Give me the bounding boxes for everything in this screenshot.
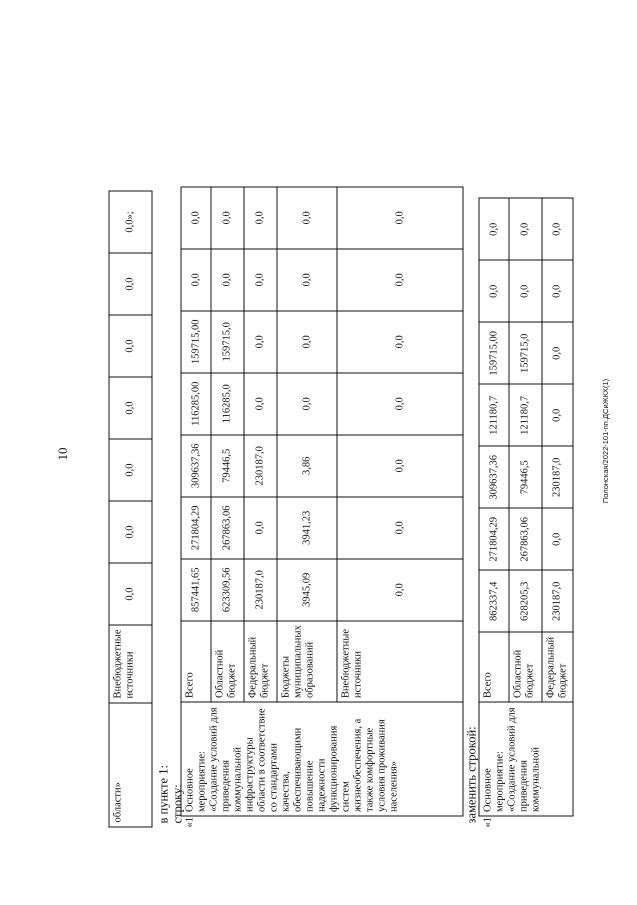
value-cell: 628205,3 <box>509 570 542 632</box>
value-cell: 0,0 <box>337 187 463 249</box>
value-cell: 0,0 <box>337 311 463 373</box>
value-cell: 0,0 <box>244 497 277 559</box>
value-cell: 0,0 <box>277 187 337 249</box>
value-cell: 0,0 <box>337 497 463 559</box>
value-cell: 0,0 <box>181 249 211 311</box>
value-cell: 0,0 <box>479 260 509 322</box>
section1-heading-text: в пункте 1: <box>156 765 171 824</box>
row-mark: «1 <box>181 817 463 828</box>
value-cell: 3945,09 <box>277 559 337 621</box>
source-label: Федеральный бюджет <box>244 621 277 703</box>
value-cell: 0,0 <box>244 187 277 249</box>
value-cell: 230187,0 <box>244 559 277 621</box>
value-cell: 79446,5 <box>509 446 542 508</box>
value-cell: 159715,0 <box>509 322 542 384</box>
value-cell: 0,0 <box>181 187 211 249</box>
value-cell: 0,0 <box>211 187 244 249</box>
value-cell: 0,0 <box>277 311 337 373</box>
source-label: Всего <box>181 621 211 703</box>
value-cell: 0,0 <box>542 198 573 260</box>
document-code: Полонская/2022-101-пп.ДСиЖКХ(1) <box>601 378 610 504</box>
activity-name: Основное мероприятие: «Создание условий для приведения коммунальной инфраструктуры области в соответствие со стандартами качества, обеспечивающими повышение надежности функционирования систем жизнеобеспечения, а также комфортные условия проживания населения» <box>181 703 463 817</box>
source-label: Всего <box>479 632 509 702</box>
source-label: Областной бюджет <box>509 632 542 702</box>
value-cell: 0,0 <box>277 249 337 311</box>
value-cell: 0,0 <box>211 249 244 311</box>
top-row-value: 0,0 <box>109 439 152 501</box>
value-cell: 0,0 <box>244 249 277 311</box>
top-row-value: 0,0»; <box>109 191 152 253</box>
value-cell: 0,0 <box>337 559 463 621</box>
source-label: Областной бюджет <box>211 621 244 703</box>
value-cell: 0,0 <box>509 198 542 260</box>
rotated-document-content <box>109 41 583 828</box>
value-cell: 79446,5 <box>211 435 244 497</box>
value-cell: 0,0 <box>542 260 573 322</box>
top-continuation-table <box>109 191 153 828</box>
value-cell: 3,86 <box>277 435 337 497</box>
value-cell: 0,0 <box>337 435 463 497</box>
value-cell: 0,0 <box>542 384 573 446</box>
value-cell: 0,0 <box>337 373 463 435</box>
value-cell: 3941,23 <box>277 497 337 559</box>
top-row-value: 0,0 <box>109 315 152 377</box>
section2-heading: заменить строкой: <box>464 726 479 824</box>
top-row-value: 0,0 <box>109 253 152 315</box>
value-cell: 230187,0 <box>542 446 573 508</box>
top-row-value: 0,0 <box>109 501 152 563</box>
value-cell: 0,0 <box>509 260 542 322</box>
value-cell: 230187,0 <box>244 435 277 497</box>
value-cell: 0,0 <box>244 311 277 373</box>
activity-name: Основное мероприятие: «Создание условий для приведения коммунальной <box>479 703 573 817</box>
row-before-table <box>181 186 464 827</box>
value-cell: 862337,4 <box>479 570 509 632</box>
source-label: Внебюджетные источники <box>337 621 463 703</box>
value-cell: 230187,0 <box>542 570 573 632</box>
value-cell: 0,0 <box>337 249 463 311</box>
value-cell: 0,0 <box>244 373 277 435</box>
value-cell: 267863,06 <box>509 508 542 570</box>
value-cell: 0,0 <box>277 373 337 435</box>
value-cell: 116285,00 <box>181 373 211 435</box>
section1-subheading-text: строку: <box>170 784 185 824</box>
top-row-value: 0,0 <box>109 377 152 439</box>
value-cell: 623309,56 <box>211 559 244 621</box>
source-label: Федеральный бюджет <box>542 632 573 702</box>
source-label: Бюджеты муниципальных образований <box>277 621 337 703</box>
value-cell: 116285,0 <box>211 373 244 435</box>
value-cell: 309637,36 <box>181 435 211 497</box>
value-cell: 267863,06 <box>211 497 244 559</box>
value-cell: 0,0 <box>479 198 509 260</box>
value-cell: 271804,29 <box>479 508 509 570</box>
top-row-source: Внебюджетные источники <box>109 625 152 703</box>
row-after-table <box>479 198 574 828</box>
top-row-label: области» <box>109 703 152 827</box>
row-mark: «1 <box>479 817 573 828</box>
value-cell: 857441,65 <box>181 559 211 621</box>
page-number: 10 <box>55 447 70 461</box>
value-cell: 0,0 <box>542 322 573 384</box>
value-cell: 0,0 <box>542 508 573 570</box>
top-row-value: 0,0 <box>109 563 152 625</box>
value-cell: 121180,7 <box>509 384 542 446</box>
value-cell: 159715,0 <box>211 311 244 373</box>
value-cell: 121180,7 <box>479 384 509 446</box>
value-cell: 309637,36 <box>479 446 509 508</box>
value-cell: 159715,00 <box>181 311 211 373</box>
value-cell: 271804,29 <box>181 497 211 559</box>
value-cell: 159715,00 <box>479 322 509 384</box>
